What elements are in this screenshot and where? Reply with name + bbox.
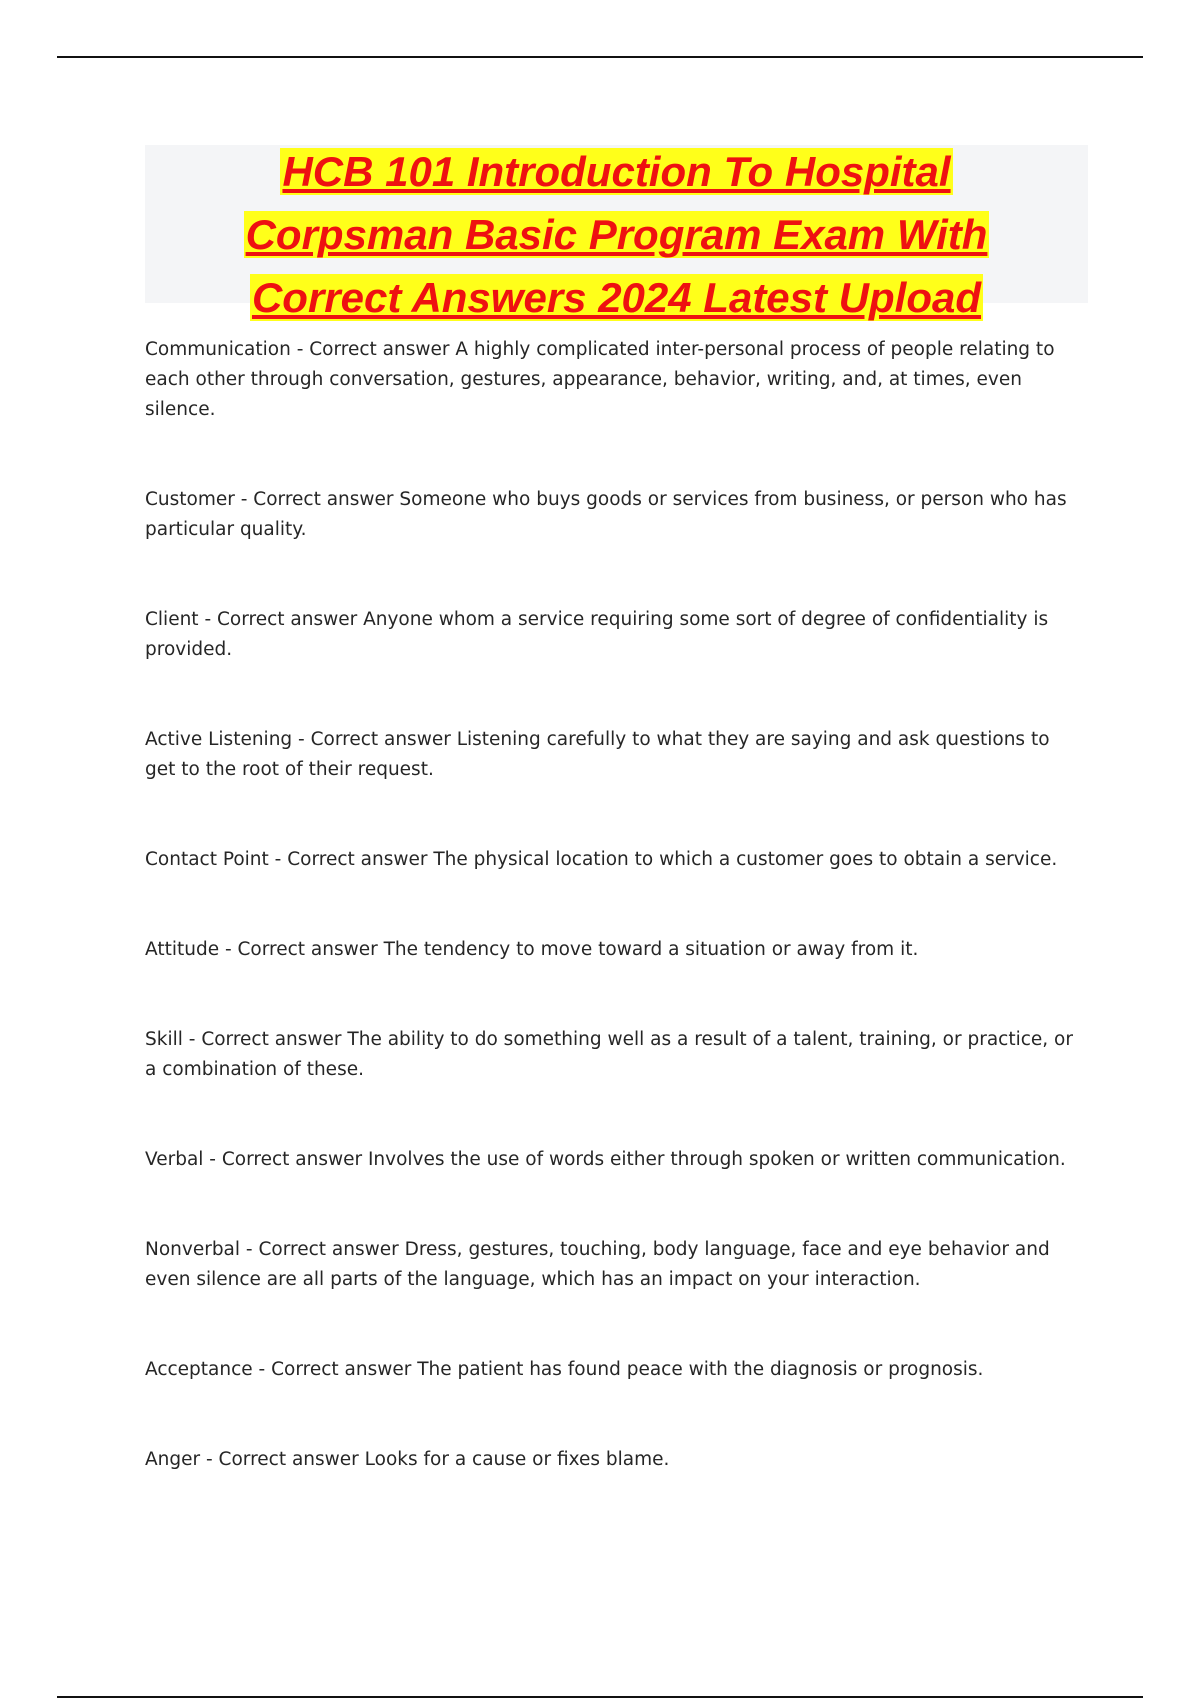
term-acceptance: Acceptance - Correct answer The patient has found peace with the diagnosis or prognosis. bbox=[145, 1359, 984, 1380]
title-line-3: Correct Answers 2024 Latest Upload bbox=[251, 274, 982, 321]
term-active-listening: Active Listening - Correct answer Listening carefully to what they are saying and ask questions to get to the root of their request. bbox=[145, 729, 1050, 780]
term-customer: Customer - Correct answer Someone who buys goods or services from business, or person who has particular quality. bbox=[145, 489, 1067, 540]
term-nonverbal: Nonverbal - Correct answer Dress, gestures, touching, body language, face and eye behavior and even silence are all parts of the language, which has an impact on your interaction. bbox=[145, 1239, 1050, 1290]
term-contact-point: Contact Point - Correct answer The physical location to which a customer goes to obtain a service. bbox=[145, 849, 1058, 870]
title-line-1: HCB 101 Introduction To Hospital bbox=[282, 148, 951, 195]
term-communication: Communication - Correct answer A highly complicated inter-personal process of people relating to each other through conversation, gestures, appearance, behavior, writing, and, at times, even silence. bbox=[145, 339, 1055, 420]
top-rule bbox=[57, 56, 1143, 58]
bottom-rule bbox=[57, 1696, 1143, 1698]
term-client: Client - Correct answer Anyone whom a service requiring some sort of degree of confidentiality is provided. bbox=[145, 609, 1049, 660]
title-line-2: Corpsman Basic Program Exam With bbox=[245, 211, 988, 258]
term-anger: Anger - Correct answer Looks for a cause or fixes blame. bbox=[145, 1449, 670, 1470]
term-verbal: Verbal - Correct answer Involves the use of words either through spoken or written communication. bbox=[145, 1149, 1066, 1170]
term-list bbox=[145, 335, 1085, 1475]
term-attitude: Attitude - Correct answer The tendency to move toward a situation or away from it. bbox=[145, 939, 919, 960]
term-skill: Skill - Correct answer The ability to do something well as a result of a talent, training, or practice, or a combination of these. bbox=[145, 1029, 1073, 1080]
document-title bbox=[145, 145, 1088, 321]
